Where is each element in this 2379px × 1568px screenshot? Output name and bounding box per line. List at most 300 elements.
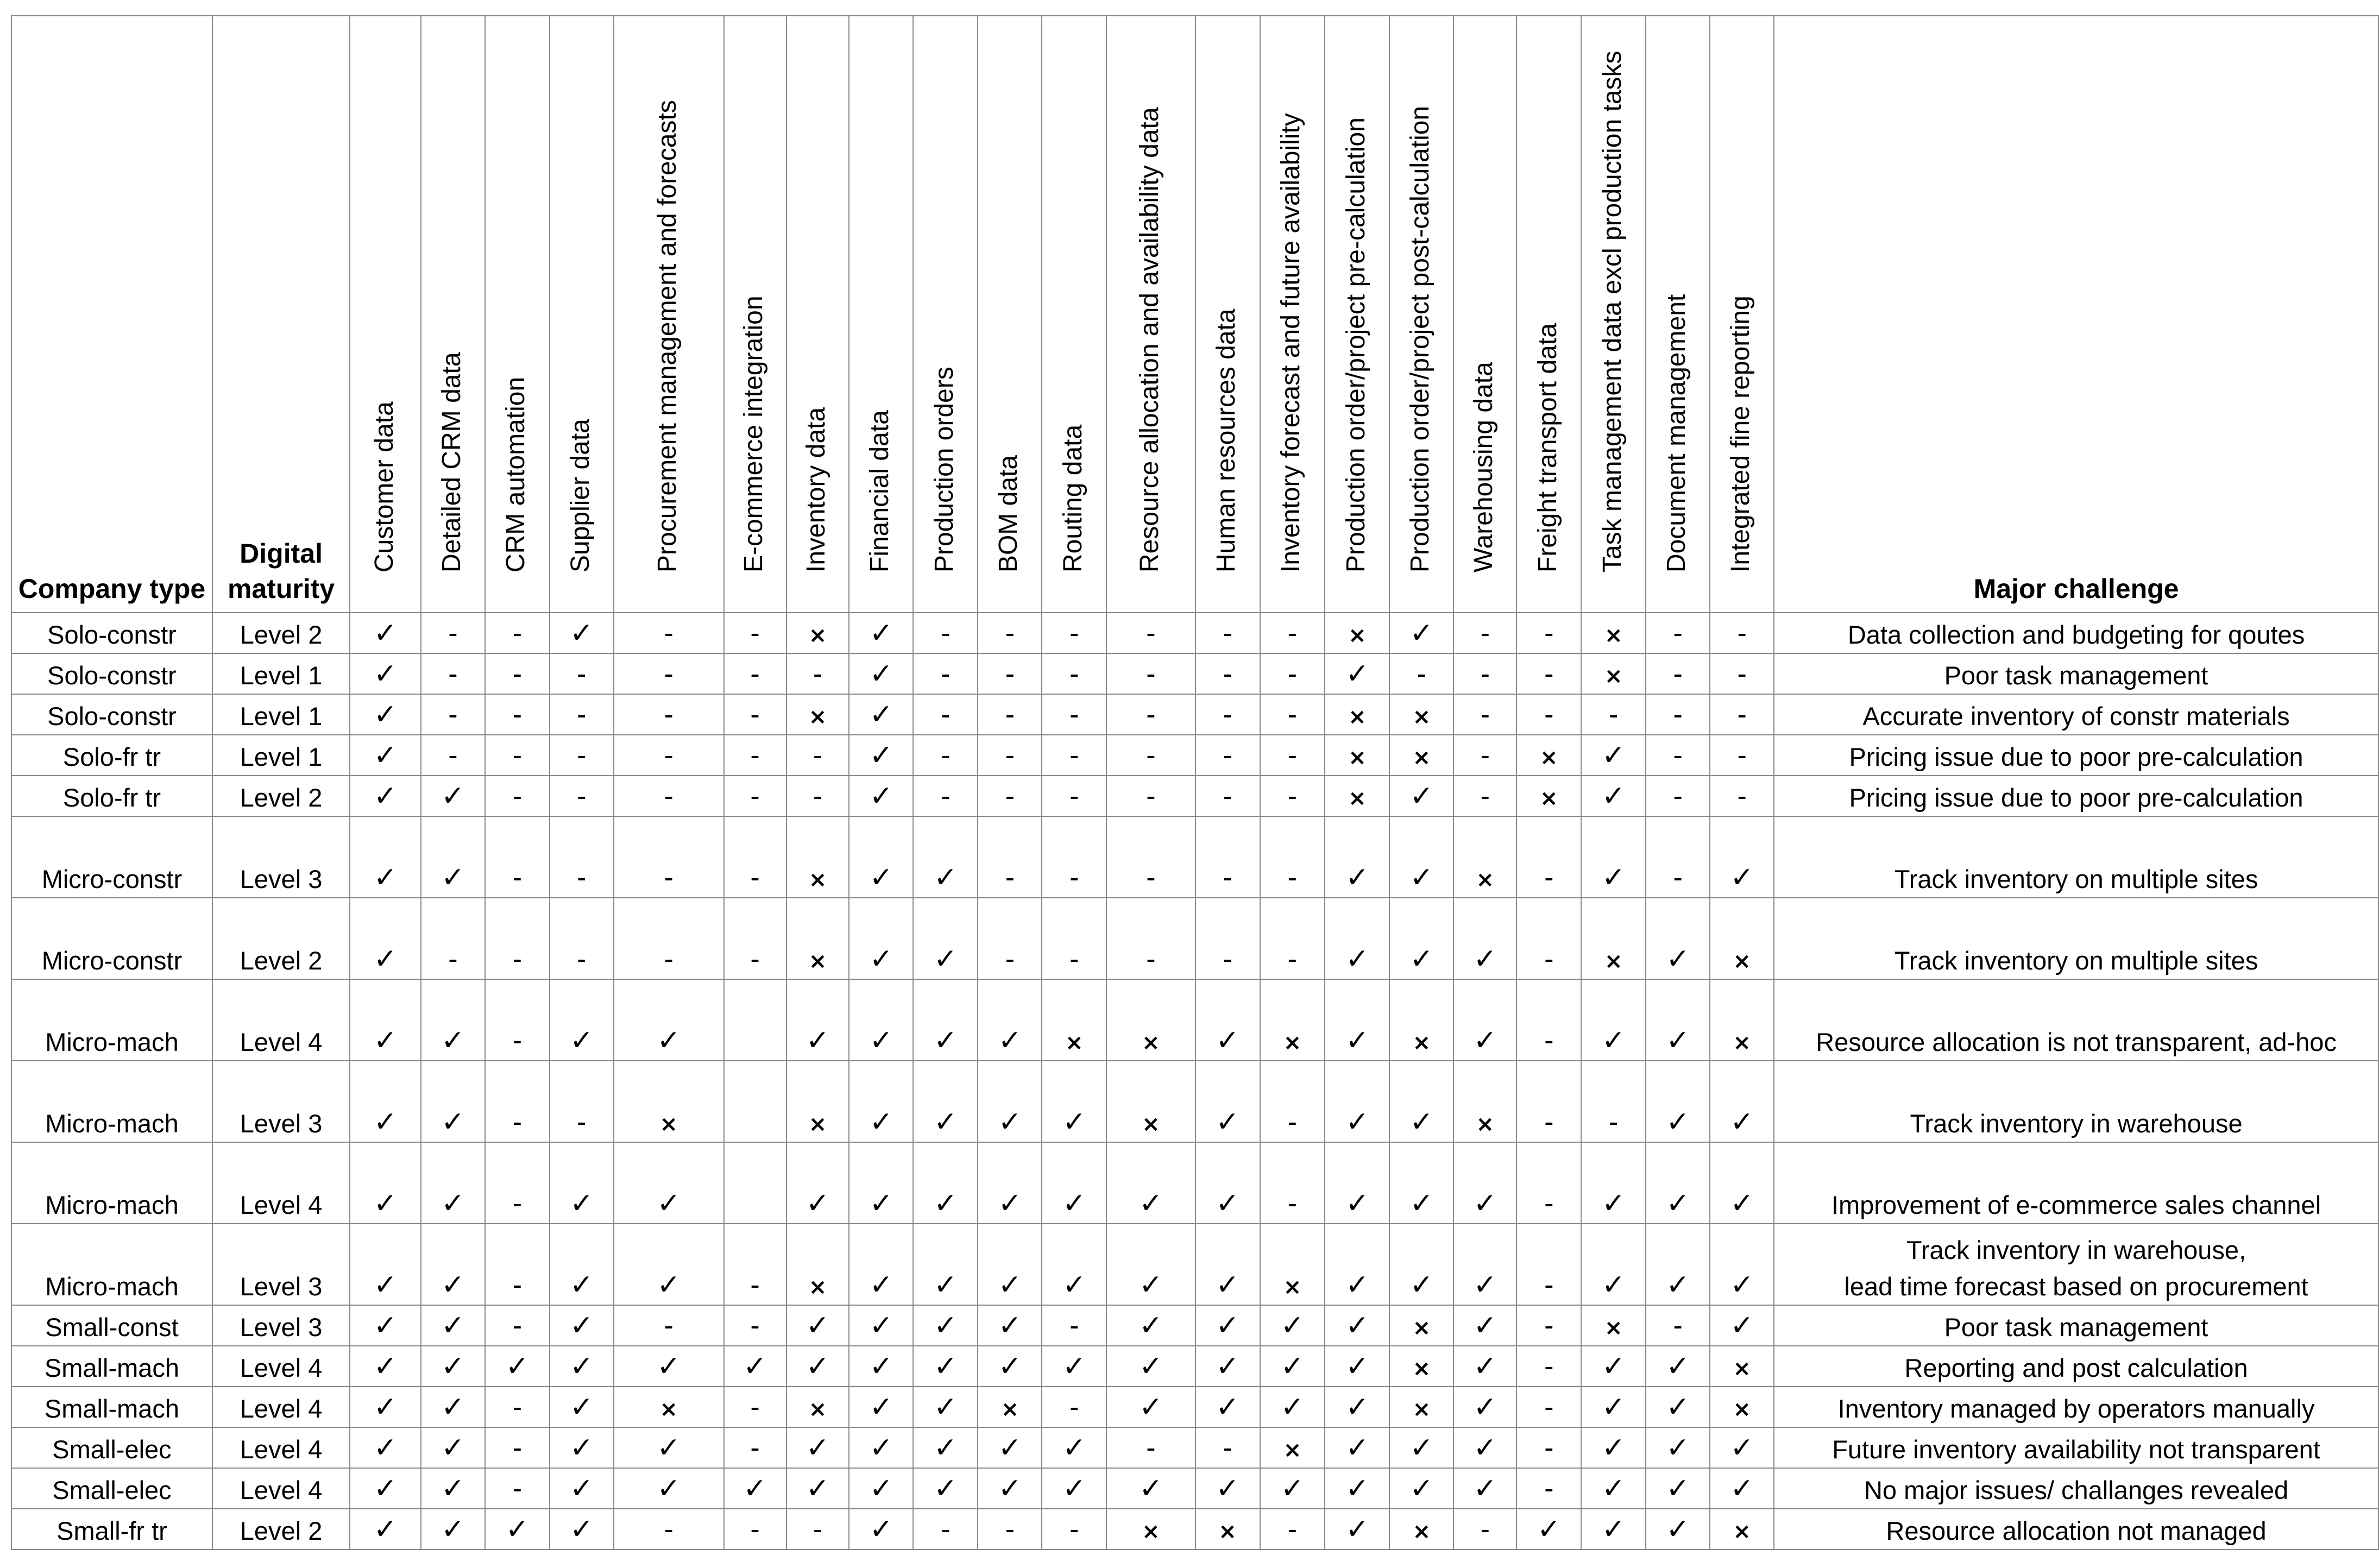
check-mark: ✓: [934, 943, 958, 975]
check-mark: ✓: [570, 1391, 594, 1424]
dash-mark: -: [1146, 943, 1156, 975]
mark-cell: [1042, 735, 1106, 776]
check-mark: ✓: [1409, 1106, 1434, 1138]
mark-cell: [978, 1305, 1042, 1346]
mark-cell: [849, 694, 913, 735]
check-mark: ✓: [869, 1269, 893, 1301]
column-header-label: BOM data: [994, 455, 1023, 572]
mark-cell: [485, 776, 550, 816]
digital-maturity-cell: Level 4: [212, 1468, 350, 1509]
mark-cell: [1389, 1387, 1453, 1427]
check-mark: ✓: [1473, 943, 1497, 975]
mark-cell: [913, 1305, 978, 1346]
column-header: [786, 16, 849, 613]
column-header-label: Production orders: [929, 367, 959, 572]
check-mark: ✓: [1666, 943, 1690, 975]
mark-cell: [350, 1061, 421, 1142]
dash-mark: -: [1146, 699, 1156, 731]
mark-cell: [1646, 1224, 1710, 1305]
mark-cell: [849, 1061, 913, 1142]
dash-mark: -: [1223, 780, 1232, 812]
mark-cell: [421, 898, 485, 979]
mark-cell: [1389, 1061, 1453, 1142]
mark-cell: [849, 1346, 913, 1387]
check-mark: ✓: [373, 617, 398, 650]
check-mark: ✓: [1473, 1309, 1497, 1342]
mark-cell: [1581, 1427, 1646, 1468]
mark-cell: [485, 653, 550, 694]
mark-cell: [913, 1387, 978, 1427]
company-type-cell: Micro-constr: [11, 898, 212, 979]
mark-cell: [1581, 979, 1646, 1061]
check-mark: ✓: [657, 1187, 681, 1220]
mark-cell: [724, 816, 786, 898]
mark-cell: [786, 816, 849, 898]
mark-cell: [1710, 816, 1774, 898]
cross-mark: ×: [808, 1275, 827, 1300]
dash-mark: -: [941, 1514, 951, 1545]
mark-cell: [978, 898, 1042, 979]
check-mark: ✓: [1666, 1187, 1690, 1220]
mark-cell: [614, 1468, 724, 1509]
mark-cell: [724, 1427, 786, 1468]
mark-cell: [1042, 1468, 1106, 1509]
dash-mark: -: [577, 658, 587, 690]
check-mark: ✓: [1345, 1513, 1369, 1546]
check-mark: ✓: [1345, 861, 1369, 894]
mark-cell: [1106, 735, 1195, 776]
cross-mark: ×: [1348, 704, 1367, 729]
major-challenge-cell: [1774, 694, 2378, 735]
cross-mark: ×: [1142, 1112, 1160, 1137]
mark-cell: [913, 1346, 978, 1387]
mark-cell: [849, 1305, 913, 1346]
mark-cell: [1453, 1427, 1516, 1468]
check-mark: ✓: [869, 943, 893, 975]
challenge-text: Track inventory in warehouse,: [1906, 1236, 2246, 1264]
check-mark: ✓: [869, 1472, 893, 1505]
check-mark: ✓: [934, 1106, 958, 1138]
check-mark: ✓: [934, 1391, 958, 1424]
mark-cell: [485, 1346, 550, 1387]
major-challenge-cell: [1774, 1509, 2378, 1550]
check-mark: ✓: [998, 1106, 1022, 1138]
column-header: [913, 16, 978, 613]
challenge-text: Future inventory availability not transparent: [1832, 1435, 2320, 1464]
column-header-label: Customer data: [369, 401, 399, 572]
column-header: [724, 16, 786, 613]
mark-cell: [350, 735, 421, 776]
dash-mark: -: [1146, 618, 1156, 649]
mark-cell: [550, 1468, 614, 1509]
mark-cell: [421, 653, 485, 694]
digital-maturity-cell: Level 2: [212, 1509, 350, 1550]
dash-mark: -: [1480, 740, 1490, 771]
mark-cell: [614, 735, 724, 776]
mark-cell: [724, 1061, 786, 1142]
mark-cell: [1042, 1305, 1106, 1346]
check-mark: ✓: [1473, 1472, 1497, 1505]
mark-cell: [913, 735, 978, 776]
check-mark: ✓: [1139, 1350, 1163, 1383]
mark-cell: [1453, 1142, 1516, 1224]
challenge-text: Improvement of e-commerce sales channel: [1831, 1191, 2321, 1219]
dash-mark: -: [1069, 780, 1079, 812]
check-mark: ✓: [570, 1432, 594, 1464]
dash-mark: -: [577, 862, 587, 893]
cross-mark: ×: [1604, 664, 1623, 689]
mark-cell: [913, 1224, 978, 1305]
dash-mark: -: [1480, 1514, 1490, 1545]
major-challenge-cell: [1774, 613, 2378, 653]
cross-mark: ×: [1412, 1356, 1431, 1381]
check-mark: ✓: [441, 1106, 465, 1138]
dash-mark: -: [1146, 740, 1156, 771]
challenge-text-line2: lead time forecast based on procurement: [1844, 1272, 2308, 1301]
mark-cell: [1453, 694, 1516, 735]
mark-cell: [421, 816, 485, 898]
mark-cell: [1516, 1305, 1581, 1346]
major-challenge-cell: [1774, 1346, 2378, 1387]
company-type-cell: Small-elec: [11, 1468, 212, 1509]
table-row: [11, 613, 2378, 653]
check-mark: ✓: [1139, 1309, 1163, 1342]
check-mark: ✓: [373, 1269, 398, 1301]
mark-cell: [1042, 816, 1106, 898]
check-mark: ✓: [1601, 1269, 1626, 1301]
company-type-cell: Solo-fr tr: [11, 735, 212, 776]
cross-mark: ×: [1065, 1030, 1084, 1055]
mark-cell: [614, 1224, 724, 1305]
mark-cell: [1581, 1142, 1646, 1224]
mark-cell: [1325, 1509, 1389, 1550]
column-header: [1195, 16, 1260, 613]
check-mark: ✓: [1666, 1269, 1690, 1301]
company-type-cell: Small-elec: [11, 1427, 212, 1468]
mark-cell: [1195, 1387, 1260, 1427]
mark-cell: [1260, 653, 1325, 694]
cross-mark: ×: [1412, 1030, 1431, 1055]
mark-cell: [913, 898, 978, 979]
cross-mark: ×: [1412, 704, 1431, 729]
mark-cell: [849, 1468, 913, 1509]
mark-cell: [786, 1142, 849, 1224]
table-row: [11, 898, 2378, 979]
digital-maturity-cell: Level 4: [212, 1427, 350, 1468]
mark-cell: [1042, 979, 1106, 1061]
mark-cell: [1195, 1509, 1260, 1550]
mark-cell: [550, 653, 614, 694]
mark-cell: [1106, 1305, 1195, 1346]
dash-mark: -: [1544, 1188, 1554, 1219]
mark-cell: [1646, 898, 1710, 979]
check-mark: ✓: [1601, 1472, 1626, 1505]
cross-mark: ×: [1142, 1519, 1160, 1544]
mark-cell: [1106, 1387, 1195, 1427]
check-mark: ✓: [1473, 1269, 1497, 1301]
check-mark: ✓: [1730, 1106, 1754, 1138]
check-mark: ✓: [998, 1187, 1022, 1220]
mark-cell: [1389, 1224, 1453, 1305]
mark-cell: [550, 776, 614, 816]
check-mark: ✓: [1666, 1350, 1690, 1383]
mark-cell: [1325, 735, 1389, 776]
mark-cell: [1260, 1468, 1325, 1509]
mark-cell: [1195, 613, 1260, 653]
mark-cell: [1325, 1061, 1389, 1142]
check-mark: ✓: [1280, 1391, 1305, 1424]
dash-mark: -: [512, 740, 523, 771]
mark-cell: [1260, 1509, 1325, 1550]
mark-cell: [1260, 776, 1325, 816]
column-header: [421, 16, 485, 613]
mark-cell: [350, 979, 421, 1061]
dash-mark: -: [1069, 658, 1079, 690]
mark-cell: [550, 694, 614, 735]
dash-mark: -: [664, 699, 674, 731]
check-mark: ✓: [1345, 1391, 1369, 1424]
mark-cell: [1581, 1509, 1646, 1550]
digital-maturity-cell: Level 1: [212, 694, 350, 735]
mark-cell: [1646, 1387, 1710, 1427]
column-header-label: Production order/project post-calculation: [1406, 105, 1435, 572]
dash-mark: -: [1417, 658, 1426, 690]
mark-cell: [1646, 776, 1710, 816]
dash-mark: -: [1287, 740, 1298, 771]
check-mark: ✓: [934, 861, 958, 894]
mark-cell: [350, 613, 421, 653]
dash-mark: -: [813, 658, 823, 690]
mark-cell: [1710, 1387, 1774, 1427]
mark-cell: [724, 1387, 786, 1427]
mark-cell: [1195, 816, 1260, 898]
cross-mark: ×: [659, 1397, 678, 1422]
mark-cell: [421, 735, 485, 776]
mark-cell: [1389, 1427, 1453, 1468]
company-type-cell: Small-const: [11, 1305, 212, 1346]
mark-cell: [913, 694, 978, 735]
mark-cell: [550, 1387, 614, 1427]
check-mark: ✓: [1601, 1350, 1626, 1383]
check-mark: ✓: [1216, 1106, 1239, 1138]
check-mark: ✓: [441, 1472, 465, 1505]
dash-mark: -: [1287, 862, 1298, 893]
check-mark: ✓: [1345, 1024, 1369, 1057]
challenge-text: No major issues/ challanges revealed: [1864, 1476, 2289, 1504]
cross-mark: ×: [1348, 623, 1367, 648]
check-mark: ✓: [1473, 1432, 1497, 1464]
mark-cell: [913, 816, 978, 898]
mark-cell: [550, 979, 614, 1061]
mark-cell: [1260, 1346, 1325, 1387]
column-header: [849, 16, 913, 613]
company-type-cell: Small-mach: [11, 1387, 212, 1427]
check-mark: ✓: [998, 1269, 1022, 1301]
cross-mark: ×: [808, 623, 827, 648]
column-header-label: Procurement management and forecasts: [653, 100, 682, 572]
dash-mark: -: [512, 1310, 523, 1342]
company-type-cell: Micro-constr: [11, 816, 212, 898]
mark-cell: [350, 1305, 421, 1346]
check-mark: ✓: [570, 1513, 594, 1546]
mark-cell: [849, 898, 913, 979]
check-mark: ✓: [1345, 1432, 1369, 1464]
table-row: [11, 1224, 2378, 1305]
cross-mark: ×: [1412, 745, 1431, 770]
mark-cell: [1453, 776, 1516, 816]
mark-cell: [849, 735, 913, 776]
dash-mark: -: [512, 1391, 523, 1423]
major-challenge-cell: [1774, 1305, 2378, 1346]
mark-cell: [1646, 1061, 1710, 1142]
cross-mark: ×: [1283, 1275, 1302, 1300]
check-mark: ✓: [373, 1024, 398, 1057]
dash-mark: -: [1480, 658, 1490, 690]
mark-cell: [350, 898, 421, 979]
challenge-text: Pricing issue due to poor pre-calculation: [1849, 783, 2304, 812]
mark-cell: [849, 816, 913, 898]
mark-cell: [724, 776, 786, 816]
mark-cell: [1646, 979, 1710, 1061]
dash-mark: -: [1287, 1188, 1298, 1219]
dash-mark: -: [664, 658, 674, 690]
mark-cell: [1042, 653, 1106, 694]
check-mark: ✓: [1216, 1350, 1239, 1383]
mark-cell: [1389, 694, 1453, 735]
mark-cell: [978, 1427, 1042, 1468]
mark-cell: [786, 1061, 849, 1142]
check-mark: ✓: [1345, 1187, 1369, 1220]
check-mark: ✓: [1730, 1309, 1754, 1342]
mark-cell: [1453, 735, 1516, 776]
mark-cell: [978, 613, 1042, 653]
check-mark: ✓: [869, 1391, 893, 1424]
check-mark: ✓: [1216, 1187, 1239, 1220]
mark-cell: [1260, 1142, 1325, 1224]
dash-mark: -: [1544, 618, 1554, 649]
mark-cell: [614, 694, 724, 735]
mark-cell: [1453, 1509, 1516, 1550]
column-header-label: CRM automation: [501, 376, 531, 572]
dash-mark: -: [1146, 862, 1156, 893]
dash-mark: -: [1544, 943, 1554, 975]
check-mark: ✓: [805, 1309, 830, 1342]
dash-mark: -: [1005, 740, 1015, 771]
dash-mark: -: [1544, 658, 1554, 690]
column-header-label: Freight transport data: [1533, 323, 1562, 572]
table-row: [11, 1346, 2378, 1387]
dash-mark: -: [750, 740, 760, 771]
maturity-table: [11, 15, 2379, 1550]
mark-cell: [913, 1509, 978, 1550]
mark-cell: [1646, 1346, 1710, 1387]
mark-cell: [1710, 1061, 1774, 1142]
mark-cell: [614, 1387, 724, 1427]
mark-cell: [1042, 1061, 1106, 1142]
dash-mark: -: [941, 618, 951, 649]
check-mark: ✓: [1345, 658, 1369, 690]
mark-cell: [1389, 898, 1453, 979]
dash-mark: -: [1544, 1106, 1554, 1138]
mark-cell: [724, 1142, 786, 1224]
mark-cell: [1042, 694, 1106, 735]
mark-cell: [1581, 776, 1646, 816]
mark-cell: [1453, 653, 1516, 694]
company-type-cell: Small-mach: [11, 1346, 212, 1387]
dash-mark: -: [664, 780, 674, 812]
check-mark: ✓: [998, 1309, 1022, 1342]
column-header: [1646, 16, 1710, 613]
check-mark: ✓: [441, 1187, 465, 1220]
mark-cell: [614, 613, 724, 653]
check-mark: ✓: [998, 1472, 1022, 1505]
check-mark: ✓: [1730, 1269, 1754, 1301]
dash-mark: -: [1223, 740, 1232, 771]
mark-cell: [1042, 1224, 1106, 1305]
cross-mark: ×: [1476, 1112, 1495, 1137]
mark-cell: [1325, 1142, 1389, 1224]
mark-cell: [978, 1509, 1042, 1550]
mark-cell: [1389, 1142, 1453, 1224]
dash-mark: -: [750, 780, 760, 812]
mark-cell: [849, 1142, 913, 1224]
cross-mark: ×: [659, 1112, 678, 1137]
check-mark: ✓: [998, 1350, 1022, 1383]
mark-cell: [1260, 979, 1325, 1061]
check-mark: ✓: [373, 1106, 398, 1138]
check-mark: ✓: [441, 1432, 465, 1464]
column-header: [1325, 16, 1389, 613]
mark-cell: [350, 1142, 421, 1224]
dash-mark: -: [1005, 658, 1015, 690]
cross-mark: ×: [1604, 1315, 1623, 1340]
mark-cell: [978, 1468, 1042, 1509]
dash-mark: -: [664, 862, 674, 893]
mark-cell: [1516, 816, 1581, 898]
check-mark: ✓: [1601, 1432, 1626, 1464]
mark-cell: [1195, 979, 1260, 1061]
cross-mark: ×: [1733, 1030, 1751, 1055]
table-row: [11, 979, 2378, 1061]
check-mark: ✓: [373, 1472, 398, 1505]
mark-cell: [1325, 816, 1389, 898]
mark-cell: [1710, 735, 1774, 776]
dash-mark: -: [750, 1269, 760, 1301]
cross-mark: ×: [808, 1397, 827, 1422]
mark-cell: [1106, 613, 1195, 653]
check-mark: ✓: [743, 1350, 767, 1383]
major-challenge-cell: [1774, 979, 2378, 1061]
dash-mark: -: [1146, 658, 1156, 690]
check-mark: ✓: [1473, 1187, 1497, 1220]
dash-mark: -: [1737, 618, 1747, 649]
cross-mark: ×: [1283, 1438, 1302, 1463]
dash-mark: -: [1005, 862, 1015, 893]
dash-mark: -: [512, 699, 523, 731]
cross-mark: ×: [1412, 1397, 1431, 1422]
check-mark: ✓: [441, 1309, 465, 1342]
dash-mark: -: [512, 1269, 523, 1301]
company-type-cell: Micro-mach: [11, 979, 212, 1061]
challenge-text: Accurate inventory of constr materials: [1862, 702, 2290, 731]
mark-cell: [1646, 653, 1710, 694]
mark-cell: [1106, 1346, 1195, 1387]
cross-mark: ×: [1348, 786, 1367, 811]
dash-mark: -: [813, 780, 823, 812]
check-mark: ✓: [657, 1350, 681, 1383]
mark-cell: [1516, 694, 1581, 735]
cross-mark: ×: [808, 1112, 827, 1137]
